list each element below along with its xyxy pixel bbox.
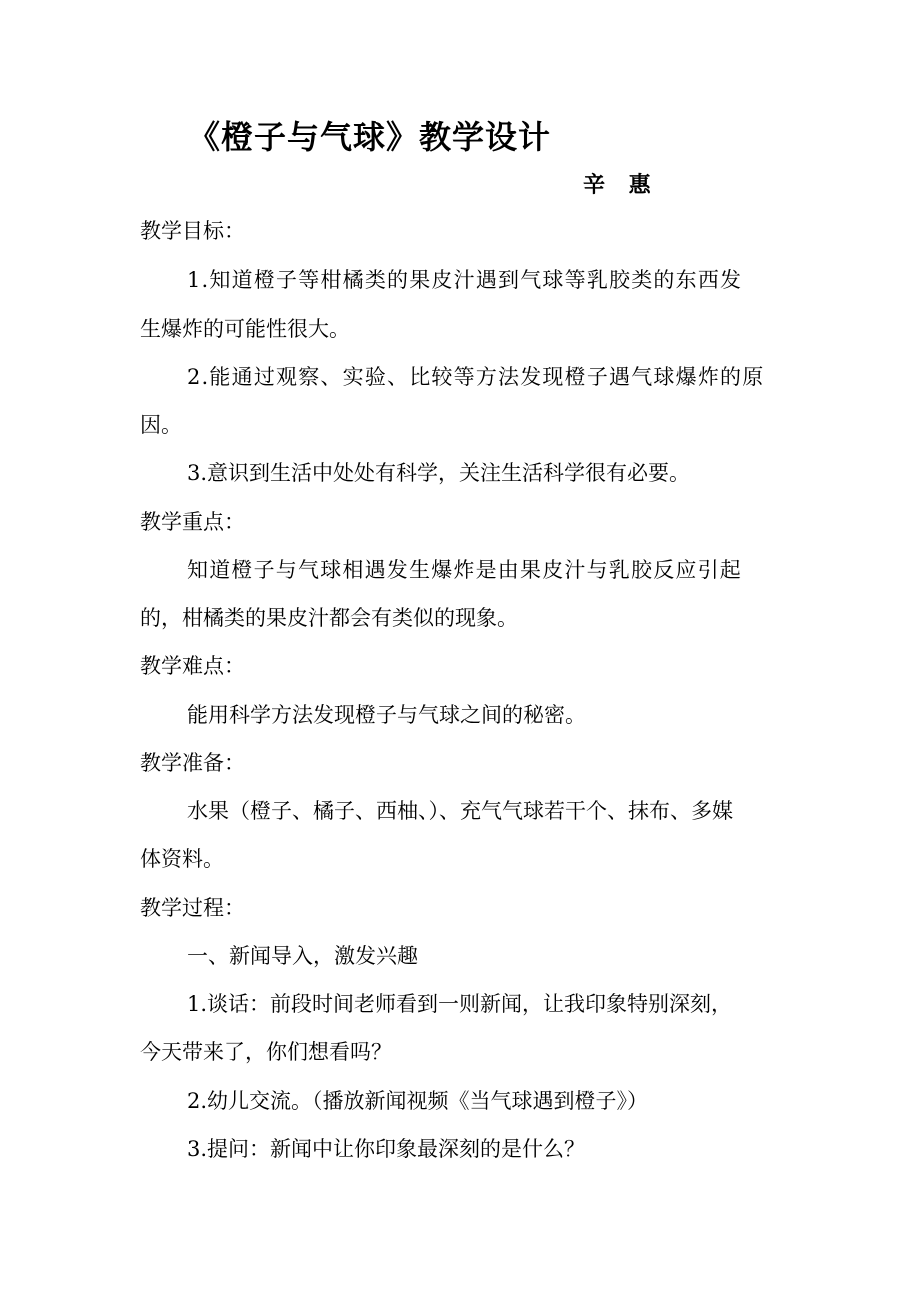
- paragraph-line: 3.提问：新闻中让你印象最深刻的是什么？: [187, 1137, 586, 1161]
- paragraph-line: 的，柑橘类的果皮汁都会有类似的现象。: [140, 606, 518, 630]
- paragraph-line: 体资料。: [140, 847, 224, 871]
- paragraph-line: 因。: [140, 413, 182, 437]
- paragraph-line: 3.意识到生活中处处有科学，关注生活科学很有必要。: [187, 461, 691, 485]
- paragraph-line: 2.幼儿交流。（播放新闻视频《当气球遇到橙子》）: [187, 1089, 649, 1113]
- heading-teaching-process: 教学过程：: [140, 896, 245, 920]
- paragraph-line: 能用科学方法发现橙子与气球之间的秘密。: [187, 703, 586, 727]
- heading-teaching-preparation: 教学准备：: [140, 751, 245, 775]
- document-title: 《橙子与气球》教学设计: [188, 118, 552, 156]
- paragraph-line: 1.谈话：前段时间老师看到一则新闻，让我印象特别深刻，: [187, 992, 733, 1016]
- paragraph-line: 今天带来了，你们想看吗？: [140, 1040, 392, 1064]
- paragraph-line: 1.知道橙子等柑橘类的果皮汁遇到气球等乳胶类的东西发: [187, 268, 743, 292]
- author-name: 辛 惠: [583, 172, 659, 198]
- section-heading: 一、新闻导入，激发兴趣: [187, 944, 418, 968]
- paragraph-line: 知道橙子与气球相遇发生爆炸是由果皮汁与乳胶反应引起: [187, 558, 742, 582]
- paragraph-line: 水果（橙子、橘子、西柚、）、充气气球若干个、抹布、多媒: [187, 799, 733, 823]
- paragraph-line: 2.能通过观察、实验、比较等方法发现橙子遇气球爆炸的原: [187, 365, 765, 389]
- heading-teaching-goals: 教学目标：: [140, 219, 245, 243]
- paragraph-line: 生爆炸的可能性很大。: [140, 317, 350, 341]
- heading-teaching-difficulty: 教学难点：: [140, 654, 245, 678]
- heading-teaching-focus: 教学重点：: [140, 510, 245, 534]
